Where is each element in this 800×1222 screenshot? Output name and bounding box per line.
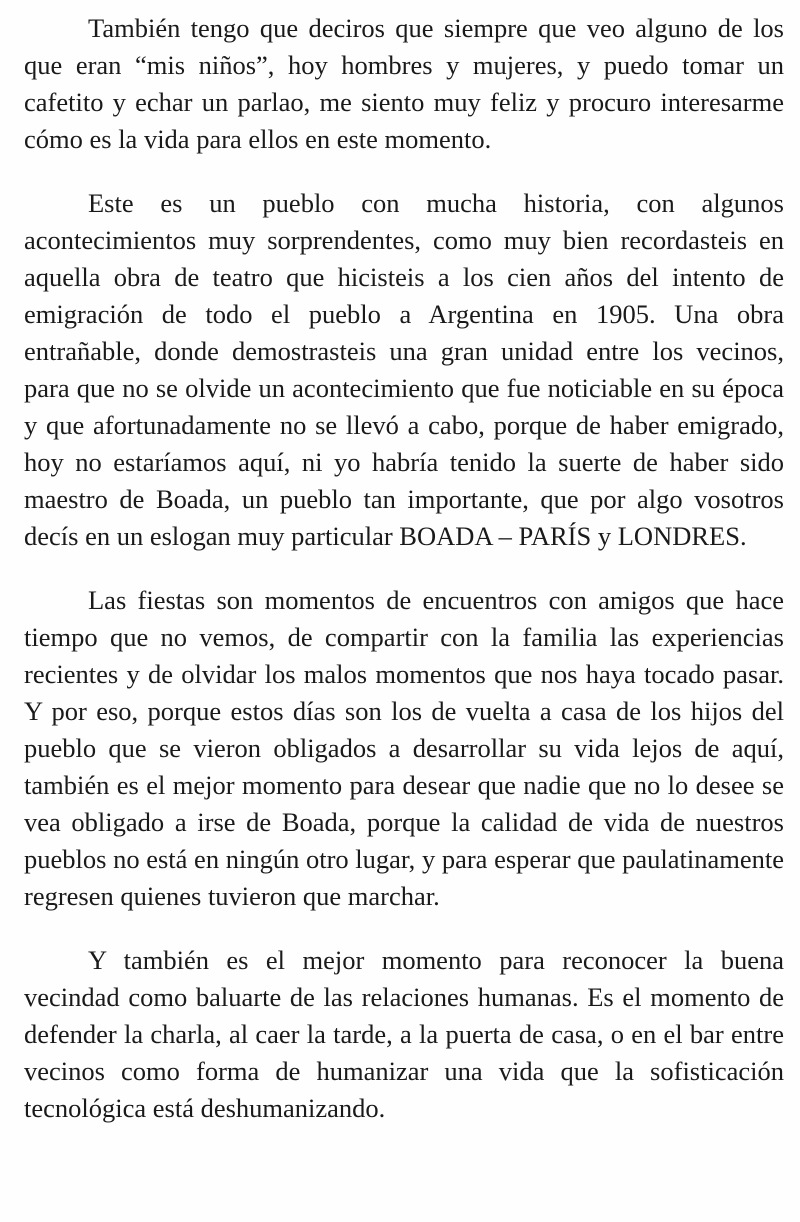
paragraph-2: Este es un pueblo con mucha historia, con algunos acontecimientos muy sorprendentes, como muy bien recordasteis en aquella obra de teatro que hicisteis a los cien años del intento de emigración de todo el pueblo a Argentina en 1905. Una obra entrañable, donde demostrasteis una gran unidad entre los vecinos, para que no se olvide un acontecimiento que fue noticiable en su época y que afortunadamente no se llevó a cabo, porque de haber emigrado, hoy no estaríamos aquí, ni yo habría tenido la suerte de haber sido maestro de Boada, un pueblo tan importante, que por algo vosotros decís en un eslogan muy particular BOADA – PARÍS y LONDRES. xyxy=(24,188,784,551)
paragraph-1: También tengo que deciros que siempre que veo alguno de los que eran “mis niños”, hoy hombres y mujeres, y puedo tomar un cafetito y echar un parlao, me siento muy feliz y procuro interesarme cómo es la vida para ellos en este momento. xyxy=(24,13,784,154)
paragraph-4: Y también es el mejor momento para reconocer la buena vecindad como baluarte de las relaciones humanas. Es el momento de defender la charla, al caer la tarde, a la puerta de casa, o en el bar entre vecinos como forma de humanizar una vida que la sofisticación tecnológica está deshumanizando. xyxy=(24,945,784,1123)
paragraph-3: Las fiestas son momentos de encuentros con amigos que hace tiempo que no vemos, de compartir con la familia las experiencias recientes y de olvidar los malos momentos que nos haya tocado pasar. Y por eso, porque estos días son los de vuelta a casa de los hijos del pueblo que se vieron obligados a desarrollar su vida lejos de aquí, también es el mejor momento para desear que nadie que no lo desee se vea obligado a irse de Boada, porque la calidad de vida de nuestros pueblos no está en ningún otro lugar, y para esperar que paulatinamente regresen quienes tuvieron que marchar. xyxy=(24,585,784,911)
